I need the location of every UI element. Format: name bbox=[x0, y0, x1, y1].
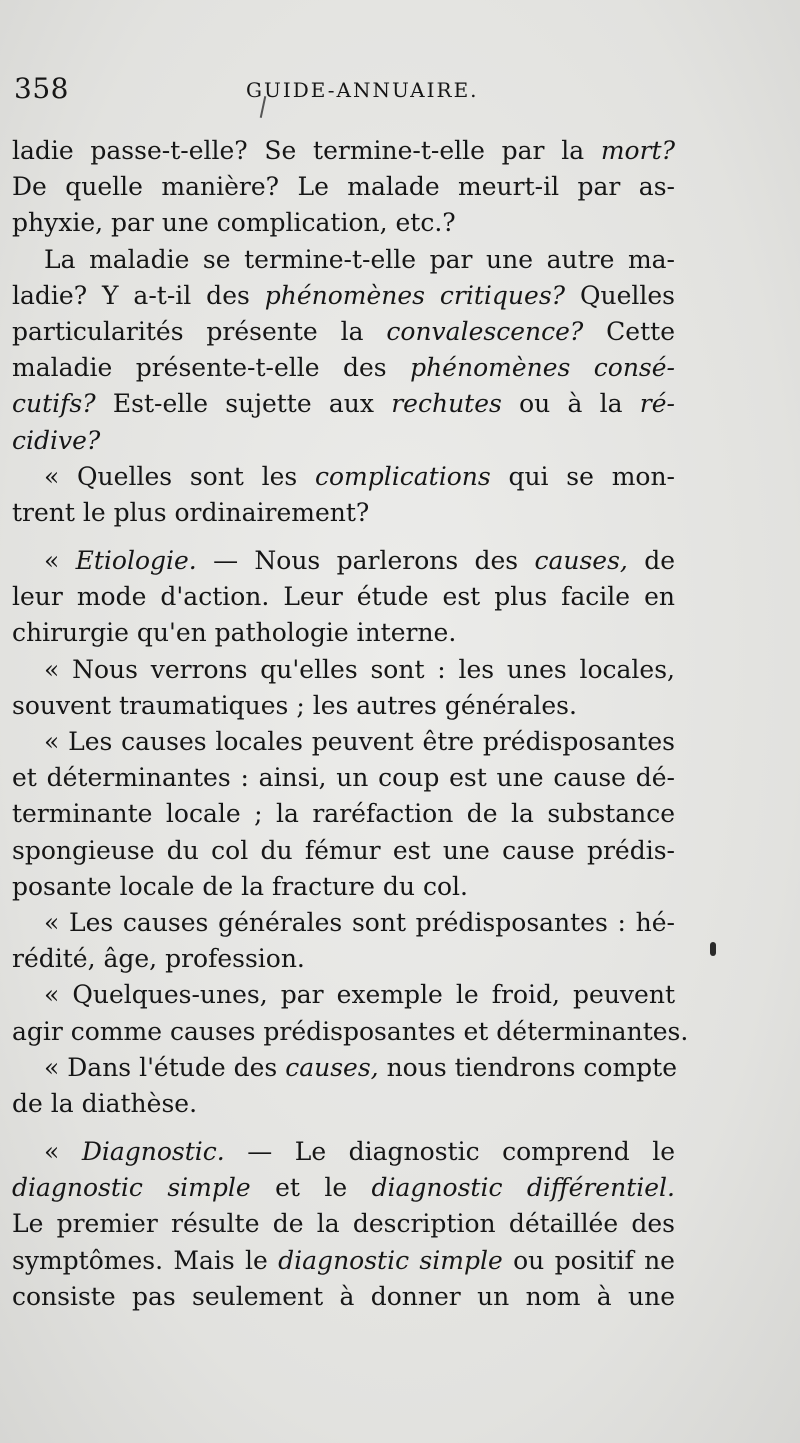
text-line: cutifs? Est-elle sujette aux rechutes ou à la ré- bbox=[12, 389, 675, 419]
text-line: Le premier résulte de la description détaillée des bbox=[12, 1209, 675, 1239]
text-line: « Quelques-unes, par exemple le froid, peuvent bbox=[44, 980, 675, 1010]
paragraph-gap bbox=[12, 1122, 675, 1134]
text-line: particularités présente la convalescence? Cette bbox=[12, 316, 675, 346]
text-line: phyxie, par une complication, etc.? bbox=[12, 208, 456, 238]
text-line: chirurgie qu'en pathologie interne. bbox=[12, 618, 457, 648]
text-line: « Diagnostic. — Le diagnostic comprend le bbox=[44, 1137, 675, 1167]
text-line: souvent traumatiques ; les autres générales. bbox=[12, 690, 577, 720]
text-line: cidive? bbox=[12, 425, 101, 455]
body-text bbox=[12, 133, 689, 1315]
text-line: « Quelles sont les complications qui se mon- bbox=[44, 461, 675, 491]
text-line: symptômes. Mais le diagnostic simple ou positif ne bbox=[12, 1245, 675, 1275]
text-line: ladie passe-t-elle? Se termine-t-elle par la mort? bbox=[12, 136, 675, 165]
text-line: La maladie se termine-t-elle par une autre ma- bbox=[44, 244, 675, 274]
text-line: consiste pas seulement à donner un nom à une bbox=[12, 1281, 675, 1311]
page-header bbox=[14, 72, 774, 112]
text-line: « Etiologie. — Nous parlerons des causes, de bbox=[44, 546, 675, 576]
text-line: De quelle manière? Le malade meurt-il par as- bbox=[12, 172, 675, 202]
text-line: maladie présente-t-elle des phénomènes consé- bbox=[12, 353, 675, 383]
page-number: 358 bbox=[14, 72, 69, 105]
text-line: « Nous verrons qu'elles sont : les unes locales, bbox=[44, 654, 675, 684]
text-line: terminante locale ; la raréfaction de la substance bbox=[12, 799, 675, 829]
text-line: agir comme causes prédisposantes et déterminantes. bbox=[12, 1016, 689, 1046]
text-line: « Dans l'étude des causes, nous tiendrons compte bbox=[44, 1052, 678, 1082]
text-line: de la diathèse. bbox=[12, 1088, 198, 1118]
text-line: « Les causes locales peuvent être prédisposantes bbox=[44, 727, 675, 756]
text-line: « Les causes générales sont prédisposantes : hé- bbox=[44, 907, 675, 937]
text-line: leur mode d'action. Leur étude est plus facile en bbox=[12, 582, 675, 612]
ink-speck bbox=[710, 942, 716, 956]
text-line: et déterminantes : ainsi, un coup est une cause dé- bbox=[12, 763, 675, 793]
running-title: GUIDE-ANNUAIRE. bbox=[246, 78, 479, 102]
text-line: ladie? Y a-t-il des phénomènes critiques? Quelles bbox=[12, 280, 675, 310]
text-line: spongieuse du col du fémur est une cause prédis- bbox=[12, 835, 675, 865]
paragraph-gap bbox=[12, 531, 675, 543]
text-line: trent le plus ordinairement? bbox=[12, 497, 370, 527]
text-line: rédité, âge, profession. bbox=[12, 944, 305, 974]
text-line: diagnostic simple et le diagnostic différentiel. bbox=[12, 1173, 675, 1203]
text-line: posante locale de la fracture du col. bbox=[12, 871, 468, 901]
